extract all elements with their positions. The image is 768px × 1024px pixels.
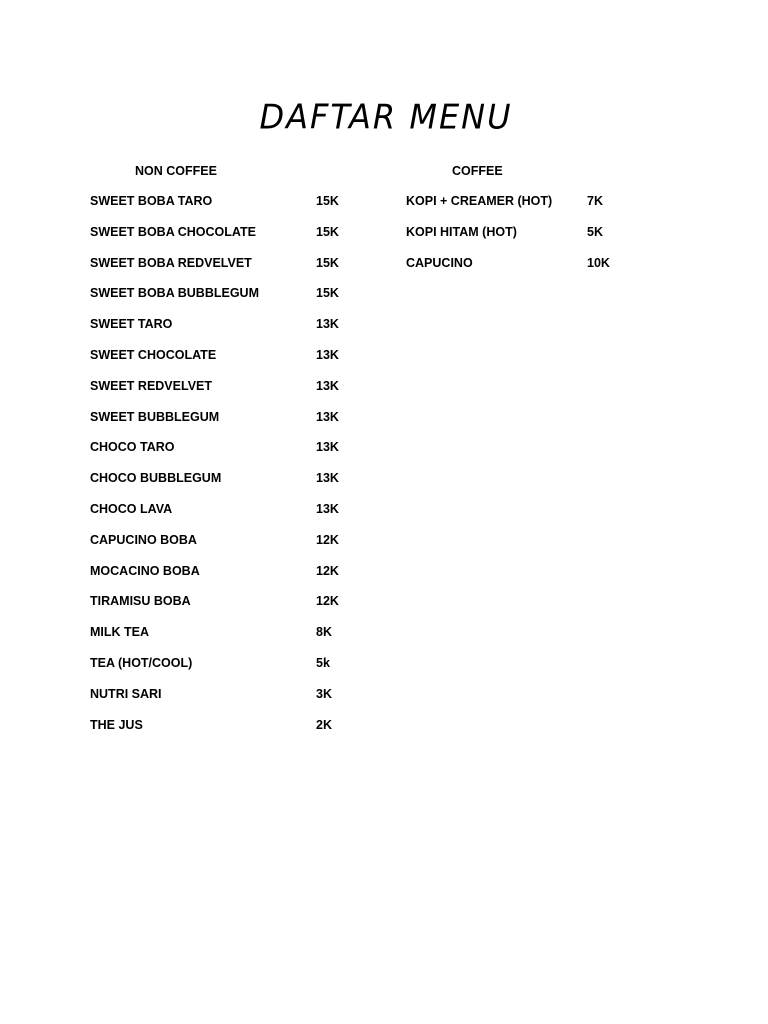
item-name: SWEET BOBA TARO — [90, 194, 213, 208]
menu-item — [90, 286, 370, 317]
item-name: CHOCO LAVA — [90, 501, 173, 516]
menu-item — [90, 594, 370, 625]
item-price: 15K — [316, 255, 339, 270]
item-name: KOPI HITAM (HOT) — [406, 224, 517, 239]
item-price: 15K — [316, 286, 339, 301]
item-name: TIRAMISU BOBA — [90, 594, 191, 609]
menu-item — [90, 718, 370, 749]
menu-item — [90, 225, 370, 256]
item-price: 13K — [316, 317, 339, 332]
item-name: TEA (HOT/COOL) — [90, 655, 193, 670]
menu-item — [90, 410, 370, 441]
item-name: SWEET REDVELVET — [90, 378, 213, 393]
item-name: NUTRI SARI — [90, 686, 162, 701]
item-name: SWEET BUBBLEGUM — [90, 409, 220, 424]
item-price: 12K — [316, 532, 339, 547]
item-name: THE JUS — [90, 717, 143, 732]
item-price: 12K — [316, 563, 339, 578]
item-name: SWEET TARO — [90, 317, 173, 332]
item-price: 13K — [316, 440, 339, 455]
non-coffee-list — [90, 194, 370, 748]
item-name: CAPUCINO BOBA — [90, 532, 197, 547]
item-name: SWEET CHOCOLATE — [90, 347, 217, 362]
item-name: SWEET BOBA REDVELVET — [90, 255, 252, 270]
item-name: SWEET BOBA BUBBLEGUM — [90, 286, 259, 301]
item-price: 15K — [316, 224, 339, 239]
item-name: CHOCO BUBBLEGUM — [90, 471, 222, 486]
menu-item — [406, 225, 636, 256]
item-name: SWEET BOBA CHOCOLATE — [90, 224, 256, 239]
item-name: CAPUCINO — [406, 255, 473, 270]
item-price: 13K — [316, 501, 339, 516]
item-name: CHOCO TARO — [90, 440, 175, 455]
coffee-list — [406, 194, 636, 286]
coffee-header: COFFEE — [452, 164, 503, 178]
menu-item — [90, 656, 370, 687]
item-price: 13K — [316, 347, 339, 362]
menu-item — [90, 471, 370, 502]
item-price: 10K — [587, 255, 610, 270]
menu-item — [90, 564, 370, 595]
menu-item — [90, 317, 370, 348]
menu-item — [90, 502, 370, 533]
menu-item — [90, 194, 370, 225]
item-price: 12K — [316, 594, 339, 609]
item-price: 15K — [316, 194, 339, 208]
page-title: DAFTAR MENU — [259, 97, 513, 137]
menu-item — [90, 256, 370, 287]
item-price: 7K — [587, 194, 603, 208]
item-price: 5k — [316, 655, 330, 670]
item-price: 3K — [316, 686, 332, 701]
item-name: MILK TEA — [90, 625, 150, 640]
menu-item — [90, 348, 370, 379]
item-name: MOCACINO BOBA — [90, 563, 200, 578]
item-price: 13K — [316, 471, 339, 486]
menu-item — [406, 256, 636, 287]
non-coffee-header: NON COFFEE — [135, 164, 217, 178]
item-name: KOPI + CREAMER (HOT) — [406, 194, 553, 208]
item-price: 13K — [316, 409, 339, 424]
menu-item — [90, 440, 370, 471]
menu-item — [90, 533, 370, 564]
menu-item — [90, 379, 370, 410]
item-price: 13K — [316, 378, 339, 393]
menu-item — [90, 625, 370, 656]
item-price: 8K — [316, 625, 332, 640]
menu-item — [406, 194, 636, 225]
item-price: 5K — [587, 224, 603, 239]
item-price: 2K — [316, 717, 332, 732]
menu-item — [90, 687, 370, 718]
